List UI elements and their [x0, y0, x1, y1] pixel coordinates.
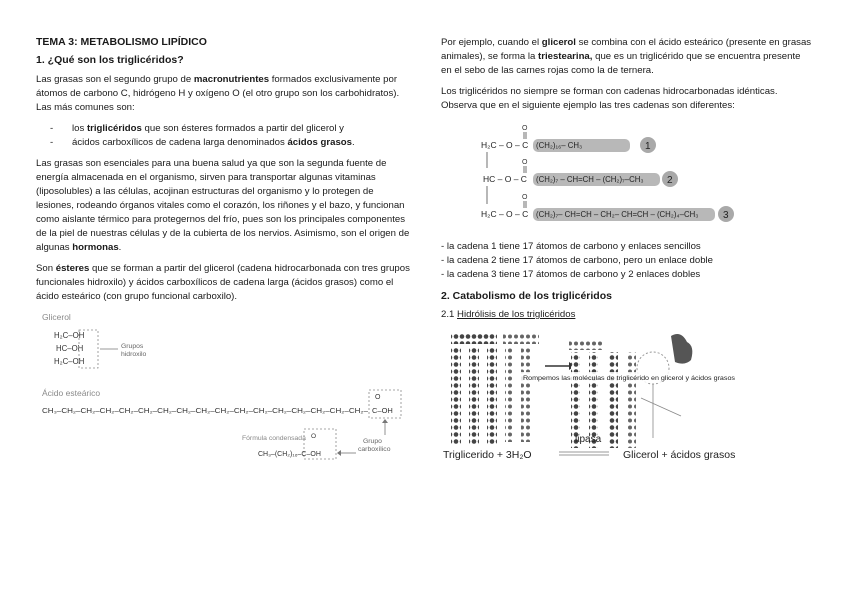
right-column [441, 36, 813, 466]
carboxyl-cooh: C–OH [372, 406, 393, 415]
grupos-hidroxilo-label: hidroxilo [121, 351, 147, 358]
formula-condensada-label: Fórmula condensada [242, 435, 306, 442]
tg-row-1 [481, 125, 656, 153]
enzyme-label: lipasa [575, 434, 602, 445]
stearic-chain: CH₃–CH₂–CH₂–CH₂–CH₂–CH₂–CH₂–CH₂–CH₂–CH₂–CH₂–CH₂–CH₂–CH₂–CH₂–CH₂–CH₂– [42, 408, 369, 415]
arrow-head [382, 419, 388, 423]
tg-backbone: HC – O – C [483, 174, 527, 184]
tg-backbone: H₂C – O – C [481, 209, 529, 219]
subsection-heading: 2.1 Hidrólisis de los triglicéridos [441, 309, 576, 320]
chain-text: (CH₂)₁₆– CH₃ [536, 141, 583, 150]
enzyme-diagram [637, 334, 692, 438]
tg-backbone: H₂C – O – C [481, 140, 529, 150]
grupo-carboxilo-label: carboxílico [358, 446, 391, 453]
reactants: Triglicerido + 3H₂O [443, 449, 532, 461]
paragraph-chains: Los triglicéridos no siempre se forman con cadenas hidrocarbonadas idénticas. Observa que en el siguiente ejemplo las tres cadenas son diferentes: [441, 86, 778, 111]
hydrolysis-figure [441, 326, 813, 466]
section-heading-1: 1. ¿Qué son los triglicéridos? [36, 54, 184, 66]
chain-notes [441, 240, 813, 282]
tg-row-2 [483, 159, 678, 187]
triglyceride-model [503, 334, 539, 442]
grupo-carboxilo-label: Grupo [363, 438, 382, 445]
tg-row-3 [481, 194, 734, 222]
page-title: TEMA 3: METABOLISMO LIPÍDICO [36, 36, 207, 48]
chain-number: 3 [723, 210, 729, 221]
chain-note: - la cadena 1 tiene 17 átomos de carbono y enlaces sencillos [441, 241, 701, 252]
list-item: - ácidos carboxílicos de cadena larga denominados ácidos grasos. [36, 136, 410, 150]
arrow-head [337, 450, 341, 456]
chain-text: (CH₂)₇– CH=CH – CH₂– CH=CH – (CH₂)₄–CH₃ [536, 210, 699, 219]
paragraph-functions: Las grasas son esenciales para una buena salud ya que son la segunda fuente de energía almacenada en el organismo, sirven para transportar algunas vitaminas (liposolubles) a las células, acojinan estructuras del organismo y lo protegen de lesiones, rodeando órganos vitales como el corazón, los riñones y el bazo, y funcionan como aislante térmico para protegernos del frío, pues son los principales componentes de la piel de nuestras células y de la cubierta de los nervios. Asimismo, son el origen de algunas hormonas. [36, 158, 410, 253]
hydrolysis-link: Hidrólisis de los triglicéridos [457, 309, 576, 320]
fatty-acids-model [569, 340, 636, 448]
chain-note: - la cadena 2 tiene 17 átomos de carbono, pero un enlace doble [441, 255, 714, 266]
triglyceride-model [451, 334, 497, 446]
carboxyl-o: O [375, 394, 381, 401]
list-item: - los triglicéridos que son ésteres formados a partir del glicerol y [36, 122, 410, 136]
o-atom: O [522, 125, 528, 132]
paragraph-esters: Son ésteres que se forman a partir del glicerol (cadena hidrocarbonada con tres grupos funcionales hidroxilo) y ácidos carboxílicos de cadena larga (ácidos grasos) como el ácido esteárico (con grupo funcional carboxilo). [36, 263, 410, 302]
triglyceride-structure [441, 120, 813, 240]
section-heading-2: 2. Catabolismo de los triglicéridos [441, 290, 612, 302]
o-atom: O [522, 159, 528, 166]
acido-esteárico-label: Ácido esteárico [42, 388, 101, 398]
hydrolysis-caption: Rompemos las moléculas de triglicérido en glicerol y ácidos grasos [523, 375, 735, 382]
formula-condensada: CH₃–(CH₂)₁₆–C–OH [258, 451, 321, 458]
chain-text: (CH₂)₇ – CH=CH – (CH₂)₇–CH₃ [536, 175, 644, 184]
glicerol-row: H₂C–OH [54, 357, 85, 366]
paragraph-triestearina: Por ejemplo, cuando el glicerol se combina con el ácido esteárico (presente en grasas animales), se forma la triestearina, que es un triglicérido que se encuentra presente en el sebo de las carnes rojas como la de ternera. [441, 37, 812, 76]
chain-number: 2 [667, 175, 673, 186]
lipid-list [36, 122, 410, 150]
chain-number: 1 [645, 141, 651, 152]
glicerol-row: H₂C–OH [54, 331, 85, 340]
o-atom: O [522, 194, 528, 201]
glicerol-row: HC–OH [56, 344, 84, 353]
grupos-hidroxilo-label: Grupos [121, 343, 144, 350]
products: Glicerol + ácidos grasos [623, 449, 736, 461]
paragraph-macronutrients: Las grasas son el segundo grupo de macronutrientes formados exclusivamente por átomos de carbono C, hidrógeno H y oxígeno O (el otro grupo son los carbohidratos). Las más comunes son: [36, 74, 400, 113]
formula-o: O [311, 433, 317, 440]
left-column [36, 36, 410, 467]
glicerol-label: Glicerol [42, 312, 71, 322]
chain-note: - la cadena 3 tiene 17 átomos de carbono y 2 enlaces dobles [441, 269, 701, 280]
glycerol-stearic-acid-figure [36, 311, 410, 467]
